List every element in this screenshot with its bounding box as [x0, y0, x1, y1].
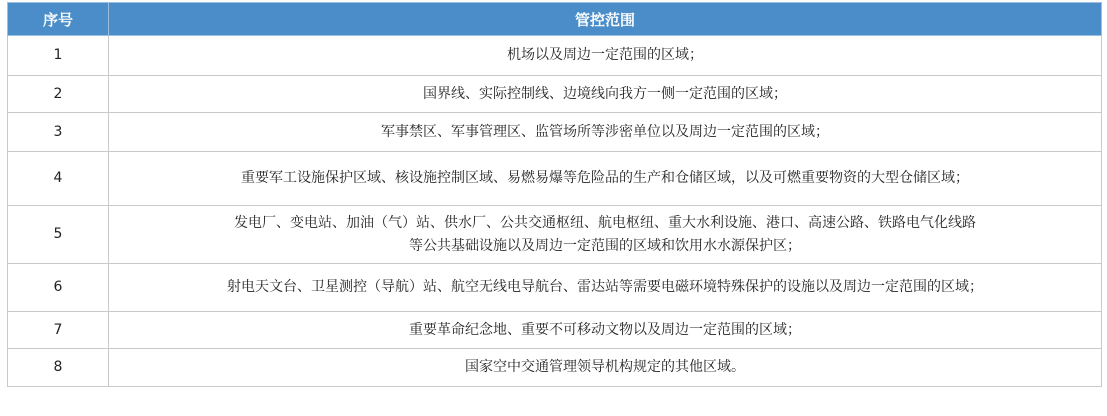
row-control-scope: 机场以及周边一定范围的区域；: [109, 36, 1102, 76]
table-row: [8, 152, 1102, 206]
row-serial-number: 4: [8, 152, 109, 206]
row-control-scope: 国界线、实际控制线、边境线向我方一侧一定范围的区域；: [109, 76, 1102, 113]
row-control-scope: 重要军工设施保护区域、核设施控制区域、易燃易爆等危险品的生产和仓储区域，以及可燃重要物资的大型仓储区域；: [109, 152, 1102, 206]
header-row: [8, 3, 1102, 36]
row-control-scope: 射电天文台、卫星测控（导航）站、航空无线电导航台、雷达站等需要电磁环境特殊保护的设施以及周边一定范围的区域；: [109, 264, 1102, 312]
row-control-scope-line-1: 发电厂、变电站、加油（气）站、供水厂、公共交通枢纽、航电枢纽、重大水利设施、港口、高速公路、铁路电气化线路: [234, 214, 976, 231]
table-row: [8, 113, 1102, 152]
row-serial-number: 5: [8, 206, 109, 264]
table-body: [8, 36, 1102, 387]
row-serial-number: 6: [8, 264, 109, 312]
table-header: [8, 3, 1102, 36]
table-row: [8, 264, 1102, 312]
table-row: [8, 206, 1102, 264]
row-serial-number: 1: [8, 36, 109, 76]
row-serial-number: 7: [8, 312, 109, 349]
control-zone-table-container: [7, 2, 1101, 387]
row-control-scope: [109, 206, 1102, 264]
header-serial-number: 序号: [8, 3, 109, 36]
row-serial-number: 3: [8, 113, 109, 152]
control-zone-table: [7, 2, 1102, 387]
row-control-scope: 国家空中交通管理领导机构规定的其他区域。: [109, 349, 1102, 387]
table-row: [8, 312, 1102, 349]
row-control-scope: 军事禁区、军事管理区、监管场所等涉密单位以及周边一定范围的区域；: [109, 113, 1102, 152]
row-serial-number: 2: [8, 76, 109, 113]
row-control-scope: 重要革命纪念地、重要不可移动文物以及周边一定范围的区域；: [109, 312, 1102, 349]
table-row: [8, 76, 1102, 113]
header-control-scope: 管控范围: [109, 3, 1102, 36]
row-serial-number: 8: [8, 349, 109, 387]
table-row: [8, 36, 1102, 76]
table-row: [8, 349, 1102, 387]
row-control-scope-line-2: 等公共基础设施以及周边一定范围的区域和饮用水水源保护区；: [409, 237, 801, 254]
